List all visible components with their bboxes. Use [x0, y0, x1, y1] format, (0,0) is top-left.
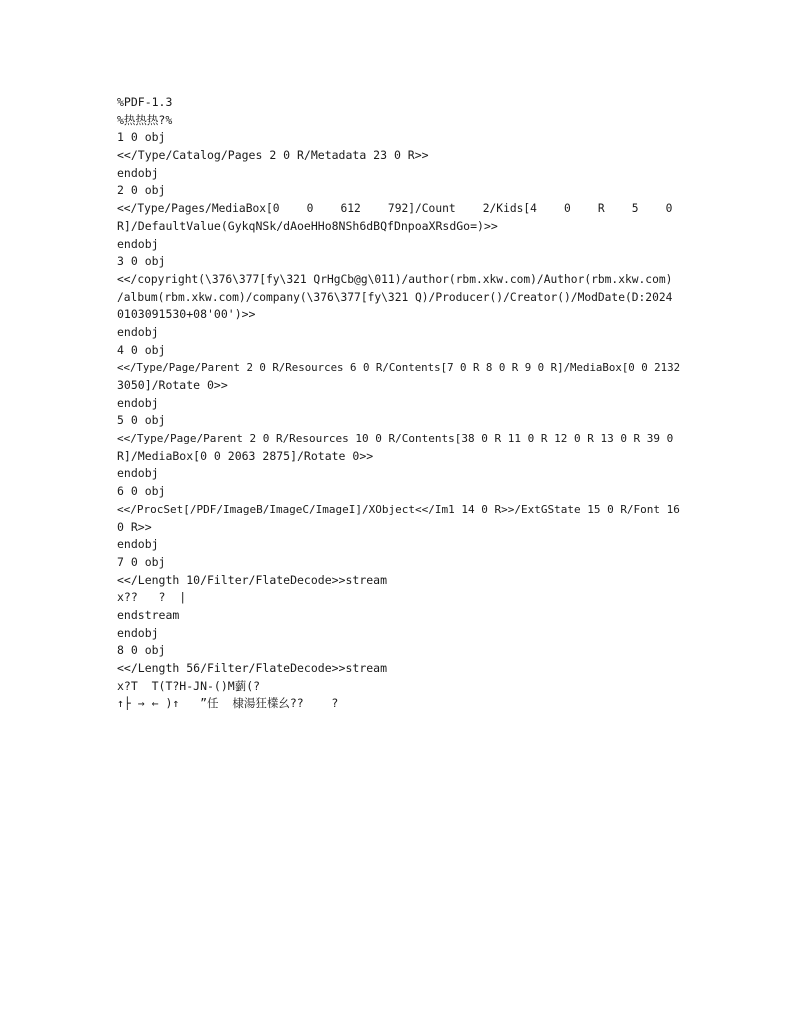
text-line: 0103091530+08'00')>> — [117, 307, 256, 322]
text-line: <</ProcSet[/PDF/ImageB/ImageC/ImageI]/XObject<</Im1 14 0 R>>/ExtGState 15 0 R/Font 16 — [117, 502, 680, 516]
text-line: R]/MediaBox[0 0 2063 2875]/Rotate 0>> — [117, 448, 374, 463]
text-line: <</Length 10/Filter/FlateDecode>>stream — [117, 572, 388, 587]
text-line: endobj — [117, 466, 159, 481]
text-line: 0 R>> — [117, 519, 152, 534]
text-line: endobj — [117, 236, 159, 251]
text-line: x?? ? | — [117, 590, 187, 605]
text-line: /album(rbm.xkw.com)/company(\376\377[fy\321 Q)/Producer()/Creator()/ModDate(D:2024 — [117, 290, 673, 304]
text-line: <</Type/Catalog/Pages 2 0 R/Metadata 23 0 R>> — [117, 148, 429, 163]
text-line: %热热热?% — [117, 112, 173, 127]
text-line: 5 0 obj — [117, 413, 166, 428]
pdf-source-text — [117, 94, 682, 713]
text-line: <</copyright(\376\377[fy\321 QrHgCb@g\011)/author(rbm.xkw.com)/Author(rbm.xkw.com) — [117, 272, 673, 286]
text-line: 8 0 obj — [117, 643, 166, 658]
text-line: 3050]/Rotate 0>> — [117, 378, 228, 392]
text-line: endobj — [117, 324, 159, 339]
text-line: <</Type/Page/Parent 2 0 R/Resources 10 0 R/Contents[38 0 R 11 0 R 12 0 R 13 0 R 39 0 — [117, 432, 674, 446]
text-line: 2 0 obj — [117, 183, 166, 198]
text-line: %PDF-1.3 — [117, 95, 173, 109]
text-line: endobj — [117, 537, 159, 552]
text-line: endobj — [117, 395, 159, 410]
text-line: R]/DefaultValue(GykqNSk/dAoeHHo8NSh6dBQfDnpoaXRsdGo=)>> — [117, 218, 498, 233]
text-line: x?T T(T?H-JN-()M藰(? — [117, 678, 261, 693]
text-line: ↑├ → ← )↑ ”任 棣湯狂檏幺?? ? — [117, 696, 339, 711]
text-line: 7 0 obj — [117, 554, 166, 569]
text-line: endstream — [117, 607, 180, 622]
text-line: 3 0 obj — [117, 254, 166, 269]
text-line: endobj — [117, 625, 159, 640]
text-line: 4 0 obj — [117, 342, 166, 357]
text-line: 6 0 obj — [117, 484, 166, 499]
text-line: 1 0 obj — [117, 130, 166, 145]
text-line: <</Type/Page/Parent 2 0 R/Resources 6 0 R/Contents[7 0 R 8 0 R 9 0 R]/MediaBox[0 0 2132 — [117, 361, 681, 375]
text-line: <</Type/Pages/MediaBox[0 0 612 792]/Count 2/Kids[4 0 R 5 0 — [117, 202, 673, 216]
text-line: endobj — [117, 165, 159, 180]
text-line: <</Length 56/Filter/FlateDecode>>stream — [117, 661, 388, 675]
